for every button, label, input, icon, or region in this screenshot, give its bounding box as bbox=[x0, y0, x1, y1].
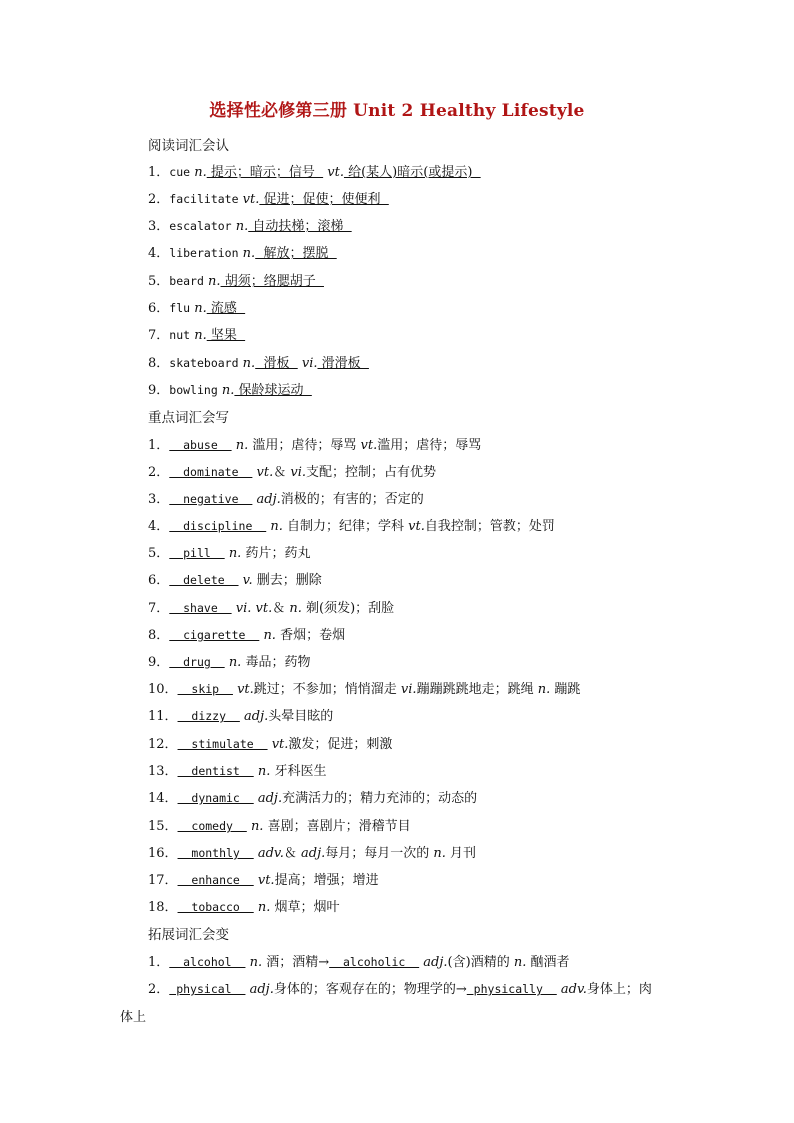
answer-blank: 给(某人)暗示(或提示) bbox=[343, 165, 481, 180]
part-of-speech: n. bbox=[289, 601, 302, 616]
item-number: 1． bbox=[148, 165, 170, 180]
list-item bbox=[148, 379, 312, 398]
definition-text: 剃(须发)；刮脸 bbox=[301, 601, 395, 616]
answer-word: abuse bbox=[169, 438, 232, 452]
definition-text: 香烟；卷烟 bbox=[275, 628, 346, 643]
part-of-speech: adj. bbox=[244, 709, 269, 724]
definition-text: 酒；酒精→ bbox=[262, 955, 330, 970]
item-number: 2． bbox=[148, 982, 170, 997]
answer-word: delete bbox=[169, 573, 239, 587]
item-number: 9． bbox=[148, 383, 170, 398]
item-number: 11． bbox=[148, 709, 178, 724]
answer-blank: 解放；摆脱 bbox=[255, 246, 337, 261]
definition-text: 烟草；烟叶 bbox=[270, 900, 340, 915]
part-of-speech: n. bbox=[257, 764, 271, 779]
answer-word: drug bbox=[169, 655, 225, 669]
item-number: 10． bbox=[148, 682, 178, 697]
list-item bbox=[148, 896, 340, 915]
item-number: 5． bbox=[148, 546, 170, 561]
list-item bbox=[148, 542, 310, 561]
definition-text: 激发；促进；刺激 bbox=[288, 737, 393, 752]
part-of-speech: n. bbox=[433, 846, 446, 861]
item-number: 3． bbox=[148, 492, 170, 507]
answer-word: alcohol bbox=[169, 955, 246, 969]
item-number: 3． bbox=[148, 219, 170, 234]
part-of-speech: vt. bbox=[242, 192, 260, 207]
page-title: 选择性必修第三册 Unit 2 Healthy Lifestyle bbox=[209, 101, 585, 121]
item-number: 2． bbox=[148, 465, 170, 480]
part-of-speech: vt. bbox=[257, 873, 275, 888]
definition-text: 删去；删除 bbox=[252, 573, 322, 588]
answer-blank: 滑板 bbox=[255, 356, 298, 371]
continued-text: 体上 bbox=[120, 1010, 147, 1025]
definition-text: 蹦蹦跳跳地走；跳绳 bbox=[416, 682, 538, 697]
item-number: 14． bbox=[148, 791, 178, 806]
part-of-speech: vi. bbox=[235, 601, 252, 616]
part-of-speech: n. bbox=[208, 274, 221, 289]
answer-blank: 自动扶梯；滚梯 bbox=[248, 219, 352, 234]
vocab-word: liberation bbox=[169, 246, 239, 260]
definition-text: 酗酒者 bbox=[526, 955, 570, 970]
definition-text: 充满活力的；精力充沛的；动态的 bbox=[282, 791, 478, 806]
list-item bbox=[148, 733, 392, 752]
vocab-word: facilitate bbox=[169, 192, 239, 206]
section-heading: 拓展词汇会变 bbox=[148, 927, 229, 943]
answer-word: dentist bbox=[177, 764, 254, 778]
vocab-word: escalator bbox=[169, 219, 232, 233]
section-heading: 阅读词汇会认 bbox=[148, 138, 229, 154]
part-of-speech: adj. bbox=[249, 982, 274, 997]
list-item bbox=[148, 787, 477, 806]
part-of-speech: adj. bbox=[256, 492, 281, 507]
item-number: 12． bbox=[148, 737, 178, 752]
part-of-speech: n. bbox=[270, 519, 283, 534]
definition-text: ＆ bbox=[272, 601, 290, 616]
part-of-speech: vt. bbox=[237, 682, 254, 697]
part-of-speech: adv. bbox=[257, 846, 284, 861]
definition-text: 牙科医生 bbox=[270, 764, 327, 779]
item-number: 6． bbox=[148, 301, 170, 316]
list-item bbox=[148, 215, 352, 234]
list-item bbox=[148, 597, 394, 616]
definition-text: ＆ bbox=[283, 846, 302, 861]
definition-text: 身体上；肉 bbox=[586, 982, 652, 997]
answer-blank: 促进；促使；使便利 bbox=[259, 192, 389, 207]
list-item bbox=[148, 842, 476, 861]
definition-text: 每月；每月一次的 bbox=[325, 846, 434, 861]
answer-word: enhance bbox=[177, 873, 254, 887]
answer-word: tobacco bbox=[177, 900, 254, 914]
item-number: 8． bbox=[148, 628, 170, 643]
item-number: 6． bbox=[148, 573, 170, 588]
item-number: 5． bbox=[148, 274, 170, 289]
list-item bbox=[148, 869, 379, 888]
list-item bbox=[148, 651, 310, 670]
definition-text: 支配；控制；占有优势 bbox=[306, 465, 437, 480]
item-number: 18． bbox=[148, 900, 178, 915]
item-number: 7． bbox=[148, 328, 170, 343]
list-item bbox=[148, 705, 333, 724]
answer-word: physically bbox=[466, 982, 557, 996]
answer-word: monthly bbox=[177, 846, 254, 860]
definition-text: (含)酒精的 bbox=[447, 955, 514, 970]
vocab-word: flu bbox=[169, 301, 191, 315]
answer-word: dizzy bbox=[177, 709, 240, 723]
list-item bbox=[148, 297, 245, 316]
item-number: 2． bbox=[148, 192, 170, 207]
part-of-speech: vt. bbox=[360, 438, 378, 453]
answer-word: shave bbox=[169, 601, 232, 615]
part-of-speech: adv. bbox=[560, 982, 587, 997]
answer-word: alcoholic bbox=[329, 955, 420, 969]
part-of-speech: n. bbox=[194, 328, 207, 343]
item-number: 13． bbox=[148, 764, 178, 779]
definition-text: 药片；药丸 bbox=[241, 546, 311, 561]
definition-text: 身体的；客观存在的；物理学的→ bbox=[273, 982, 467, 997]
answer-word: stimulate bbox=[177, 737, 268, 751]
definition-text: 喜剧；喜剧片；滑稽节目 bbox=[263, 819, 411, 834]
answer-word: skip bbox=[177, 682, 233, 696]
list-item bbox=[148, 188, 389, 207]
answer-blank: 坚果 bbox=[206, 328, 246, 343]
list-item bbox=[148, 624, 345, 643]
item-number: 1． bbox=[148, 955, 170, 970]
definition-text: 自制力；纪律；学科 bbox=[282, 519, 409, 534]
item-number: 16． bbox=[148, 846, 178, 861]
answer-blank: 胡须；络腮胡子 bbox=[220, 274, 324, 289]
part-of-speech: n. bbox=[194, 165, 207, 180]
list-item bbox=[148, 515, 555, 534]
definition-text: ＆ bbox=[273, 465, 291, 480]
definition-text: 毒品；药物 bbox=[241, 655, 311, 670]
list-item bbox=[148, 951, 569, 970]
item-number: 8． bbox=[148, 356, 170, 371]
part-of-speech: vt. bbox=[271, 737, 289, 752]
part-of-speech: adj. bbox=[257, 791, 283, 806]
answer-blank: 保龄球运动 bbox=[234, 383, 312, 398]
answer-word: dominate bbox=[169, 465, 253, 479]
definition-text: 头晕目眩的 bbox=[268, 709, 334, 724]
answer-word: dynamic bbox=[177, 791, 254, 805]
list-item bbox=[148, 461, 436, 480]
item-number: 4． bbox=[148, 519, 170, 534]
item-number: 4． bbox=[148, 246, 170, 261]
definition-text: 月刊 bbox=[445, 846, 477, 861]
part-of-speech: v. bbox=[242, 573, 253, 588]
answer-blank: 流感 bbox=[206, 301, 246, 316]
definition-text: 提高；增强；增进 bbox=[274, 873, 379, 888]
item-number: 7． bbox=[148, 601, 170, 616]
vocab-word: cue bbox=[169, 165, 191, 179]
answer-word: physical bbox=[169, 982, 246, 996]
vocab-word: bowling bbox=[169, 383, 218, 397]
list-item bbox=[148, 569, 322, 588]
part-of-speech: n. bbox=[235, 438, 249, 453]
part-of-speech: vi. bbox=[400, 682, 417, 697]
section-heading: 重点词汇会写 bbox=[148, 410, 229, 426]
part-of-speech: n. bbox=[235, 219, 249, 234]
part-of-speech: n. bbox=[250, 819, 264, 834]
part-of-speech: n. bbox=[228, 546, 242, 561]
definition-text: 滥用；虐待；辱骂 bbox=[248, 438, 361, 453]
list-item bbox=[148, 324, 245, 343]
list-item bbox=[148, 242, 337, 261]
item-number: 9． bbox=[148, 655, 170, 670]
part-of-speech: vt. bbox=[256, 465, 274, 480]
item-number: 17． bbox=[148, 873, 178, 888]
answer-blank: 滑滑板 bbox=[317, 356, 369, 371]
list-item bbox=[148, 978, 652, 997]
part-of-speech: n. bbox=[263, 628, 276, 643]
part-of-speech: vt. bbox=[327, 165, 344, 180]
part-of-speech: n. bbox=[257, 900, 271, 915]
part-of-speech: vt. bbox=[255, 601, 273, 616]
list-item bbox=[148, 161, 481, 180]
definition-text: 自我控制；管教；处罚 bbox=[424, 519, 555, 534]
list-item bbox=[148, 270, 324, 289]
part-of-speech: n. bbox=[194, 301, 207, 316]
part-of-speech: n. bbox=[242, 246, 256, 261]
part-of-speech: n. bbox=[242, 356, 256, 371]
answer-blank: 提示；暗示；信号 bbox=[206, 165, 324, 180]
vocab-word: nut bbox=[169, 328, 191, 342]
definition-text: 消极的；有害的；否定的 bbox=[280, 492, 424, 507]
list-item bbox=[148, 760, 327, 779]
part-of-speech: n. bbox=[513, 955, 527, 970]
vocab-word: beard bbox=[169, 274, 204, 288]
list-item bbox=[148, 434, 481, 453]
definition-text: 滥用；虐待；辱骂 bbox=[377, 438, 482, 453]
vocab-word: skateboard bbox=[169, 356, 239, 370]
part-of-speech: vi. bbox=[301, 356, 318, 371]
definition-text: 蹦跳 bbox=[550, 682, 581, 697]
part-of-speech: adj. bbox=[423, 955, 448, 970]
answer-word: pill bbox=[169, 546, 225, 560]
list-item bbox=[148, 352, 369, 371]
part-of-speech: n. bbox=[537, 682, 551, 697]
part-of-speech: n. bbox=[221, 383, 235, 398]
item-number: 15． bbox=[148, 819, 178, 834]
answer-word: cigarette bbox=[169, 628, 260, 642]
part-of-speech: vi. bbox=[290, 465, 306, 480]
item-number: 1． bbox=[148, 438, 170, 453]
answer-word: negative bbox=[169, 492, 253, 506]
part-of-speech: vt. bbox=[408, 519, 425, 534]
part-of-speech: n. bbox=[228, 655, 242, 670]
list-item bbox=[148, 678, 580, 697]
part-of-speech: n. bbox=[249, 955, 263, 970]
list-item bbox=[148, 815, 411, 834]
definition-text: 跳过；不参加；悄悄溜走 bbox=[253, 682, 401, 697]
list-item bbox=[148, 488, 424, 507]
answer-word: discipline bbox=[169, 519, 267, 533]
part-of-speech: adj. bbox=[301, 846, 326, 861]
answer-word: comedy bbox=[177, 819, 247, 833]
